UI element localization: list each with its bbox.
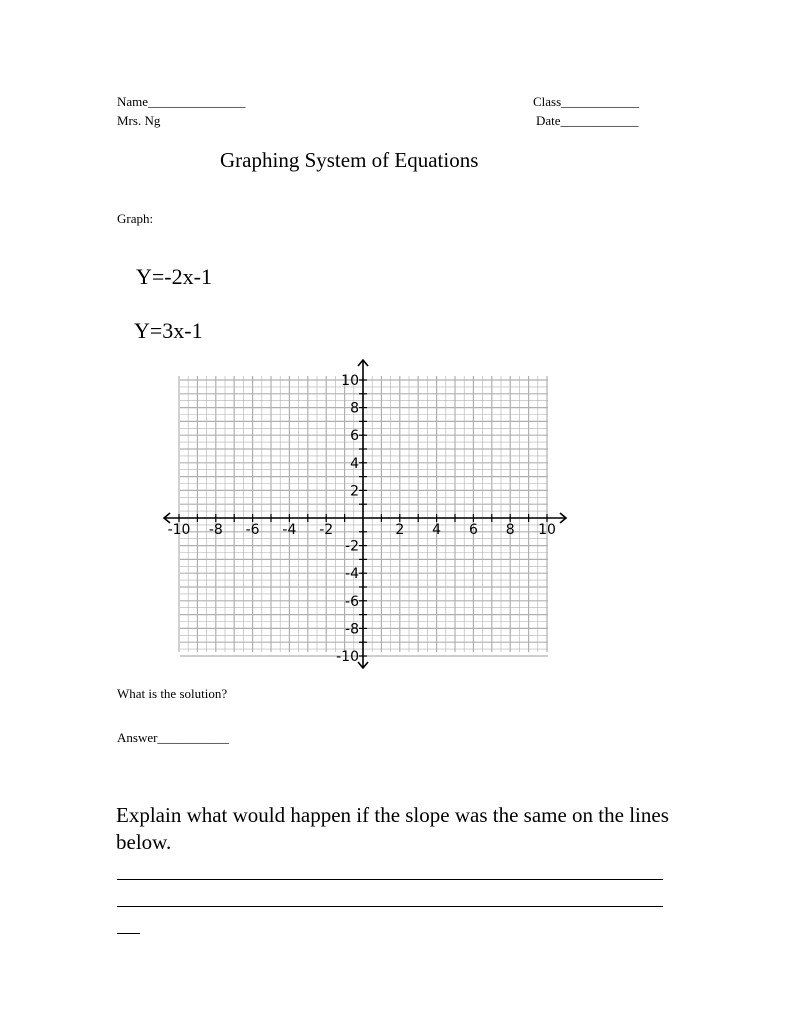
- name-field[interactable]: Name_______________: [117, 94, 246, 109]
- x-tick-label: -4: [282, 522, 297, 538]
- worksheet-title: Graphing System of Equations: [220, 148, 479, 172]
- x-tick-label: 8: [505, 522, 515, 538]
- y-tick-label: 4: [350, 455, 359, 472]
- x-tick-label: 6: [468, 522, 478, 538]
- x-tick-label: -10: [167, 522, 191, 538]
- y-tick-label: -6: [345, 593, 359, 610]
- y-tick-label: -4: [345, 566, 359, 583]
- teacher-name: Mrs. Ng: [117, 113, 161, 128]
- answer-line-2[interactable]: [117, 906, 663, 907]
- answer-line-1[interactable]: [117, 879, 663, 880]
- date-field[interactable]: Date____________: [536, 113, 639, 128]
- x-tick-label: -2: [319, 522, 334, 538]
- graph-label: Graph:: [117, 211, 154, 226]
- answer-field[interactable]: Answer___________: [117, 730, 229, 745]
- explain-prompt: Explain what would happen if the slope was the same on the lines below.: [116, 803, 669, 854]
- answer-line-3[interactable]: [117, 933, 140, 934]
- y-tick-label: 8: [350, 400, 359, 417]
- x-tick-label: -8: [208, 522, 223, 538]
- solution-question: What is the solution?: [117, 686, 228, 701]
- x-tick-label: -6: [245, 522, 260, 538]
- x-tick-label: 2: [395, 522, 405, 538]
- equation-1: Y=-2x-1: [136, 264, 212, 289]
- y-tick-label: -10: [336, 649, 359, 665]
- x-tick-label: 4: [432, 522, 442, 538]
- coordinate-grid[interactable]: [150, 355, 580, 675]
- equation-2: Y=3x-1: [134, 318, 203, 343]
- y-tick-label: -8: [345, 621, 359, 638]
- y-tick-label: 10: [341, 373, 359, 389]
- y-tick-label: 6: [350, 428, 359, 445]
- class-field[interactable]: Class____________: [533, 94, 640, 109]
- y-tick-label: 2: [350, 483, 359, 500]
- y-tick-label: -2: [345, 538, 359, 555]
- x-tick-label: 10: [538, 522, 556, 538]
